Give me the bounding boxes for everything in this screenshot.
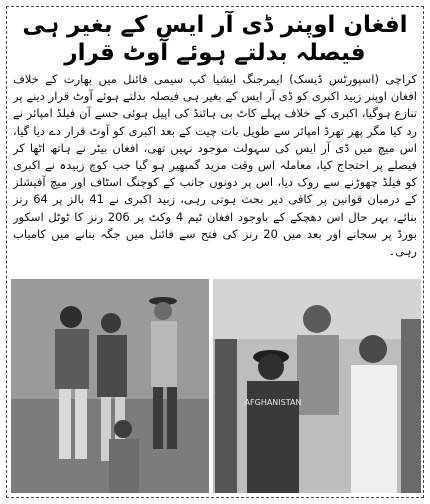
newspaper-clipping [6, 6, 424, 498]
article-body: کراچی (اسپورٹس ڈیسک) ایمرجنگ ایشیا کپ سیمی فائنل میں بھارت کے خلاف افغان اوپنر زبید اکبری کو ڈی آر ایس کے بغیر ہی فیصلہ بدلتے ہوئے آوٹ قرار دینے پر تنازع ہوگیا، اکبری کے خلاف پہلے کاٹ بی ہائنڈ کی اپیل ہوئی جسے آن فیلڈ امپائر نے رد کیا مگر پھر تھرڈ امپائر سے طویل بات چیت کے بعد اکبری کو آوٹ قرار دے دیا گیا، اس میچ میں ڈی آر ایس کی سہولت موجود نہیں تھی، افغان بیٹر نے ہاتھ اٹھا کر فیصلے پر احتجاج کیا، معاملہ اس وقت مزید گمبھیر ہو گیا جب کوچ زبیدہ نے اکبری کو فیلڈ چھوڑنے سے روک دیا، اس پر دونوں جانب کے کوچنگ اسٹاف اور میچ آفیشلز کے درمیان قوانین پر کافی دیر بحث ہوتی رہی، زبید اکبری نے 41 بالز پر 64 رنز بنائے، بہر حال اس دھچکے کے باوجود افغان ٹیم 4 وکٹ پر 206 رنز کا ٹوٹل اسکور بورڈ پر سجانے اور بعد میں 20 رنز کی فتح سے فائنل میں جگہ بنانے میں کامیاب رہی۔ [13, 72, 417, 259]
headline: افغان اوپنر ڈی آر ایس کے بغیر ہی فیصلہ بدلتے ہوئے آوٹ قرار [22, 12, 408, 66]
jersey-text: AFGHANISTAN [244, 398, 302, 407]
photo-coach-official-discussion [213, 279, 421, 493]
photo-players-argument [11, 279, 209, 493]
